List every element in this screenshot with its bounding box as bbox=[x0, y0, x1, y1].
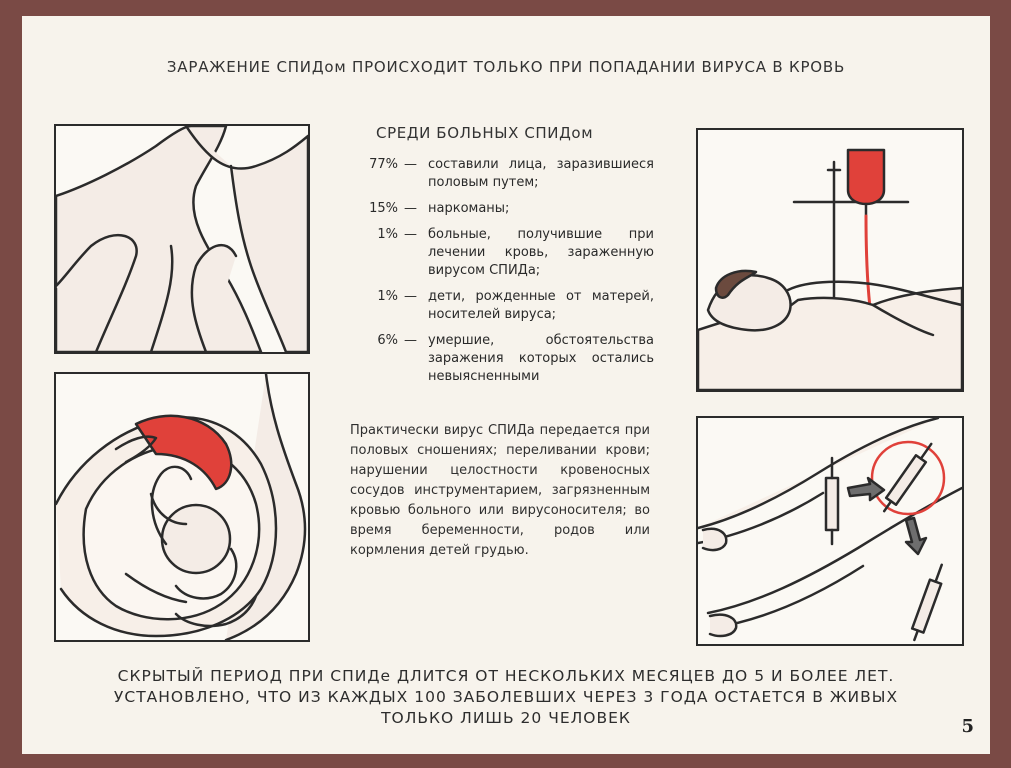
poster-sheet bbox=[22, 16, 990, 754]
illustration-couple bbox=[54, 124, 310, 354]
stat-dash: — bbox=[404, 289, 417, 304]
stat-item bbox=[334, 200, 654, 218]
stat-percent: 1% bbox=[377, 289, 398, 304]
stat-percent: 15% bbox=[369, 201, 398, 216]
stats-title: СРЕДИ БОЛЬНЫХ СПИДом bbox=[376, 124, 594, 142]
footer-statement: СКРЫТЫЙ ПЕРИОД ПРИ СПИДе ДЛИТСЯ ОТ НЕСКОЛЬКИХ МЕСЯЦЕВ ДО 5 И БОЛЕЕ ЛЕТ. УСТАНОВЛЕНО, ЧТО ИЗ КАЖДЫХ 100 ЗАБОЛЕВШИХ ЧЕРЕЗ 3 ГОДА ОСТАЕТСЯ В ЖИВЫХ ТОЛЬКО ЛИШЬ 20 ЧЕЛОВЕК bbox=[113, 667, 899, 727]
stat-text: составили лица, заразившиеся половым путем; bbox=[428, 157, 654, 190]
couple-drawing bbox=[56, 126, 308, 352]
stat-text: наркоманы; bbox=[428, 201, 510, 216]
illustration-syringes bbox=[696, 416, 964, 646]
stat-percent: 6% bbox=[377, 333, 398, 348]
stat-percent: 77% bbox=[369, 157, 398, 172]
illustration-transfusion bbox=[696, 128, 964, 392]
stat-text: больные, получившие при лечении кровь, зараженную вирусом СПИДа; bbox=[428, 227, 654, 278]
pregnancy-drawing bbox=[56, 374, 308, 640]
stat-percent: 1% bbox=[377, 227, 398, 242]
illustration-pregnancy bbox=[54, 372, 310, 642]
page-number: 5 bbox=[961, 716, 974, 737]
stat-item bbox=[334, 332, 654, 386]
stat-text: умершие, обстоятельства заражения которых остались невыясненными bbox=[428, 333, 654, 384]
transfusion-drawing bbox=[698, 130, 962, 390]
stat-item bbox=[334, 156, 654, 192]
stat-item bbox=[334, 288, 654, 324]
stat-item bbox=[334, 226, 654, 280]
page-headline: ЗАРАЖЕНИЕ СПИДом ПРОИСХОДИТ ТОЛЬКО ПРИ ПОПАДАНИИ ВИРУСА В КРОВЬ bbox=[166, 58, 846, 76]
stat-dash: — bbox=[404, 227, 417, 242]
syringes-drawing bbox=[698, 418, 962, 644]
stats-list bbox=[334, 156, 654, 394]
stat-text: дети, рожденные от матерей, носителей вируса; bbox=[428, 289, 654, 322]
transmission-paragraph: Практически вирус СПИДа передается при половых сношениях; переливании крови; нарушении целостности кровеносных сосудов инструментарием, загрязненным кровью больного или вирусоносителя; во время беременности, родов или кормления детей грудью. bbox=[350, 423, 650, 558]
stat-dash: — bbox=[404, 157, 417, 172]
stat-dash: — bbox=[404, 201, 417, 216]
stat-dash: — bbox=[404, 333, 417, 348]
